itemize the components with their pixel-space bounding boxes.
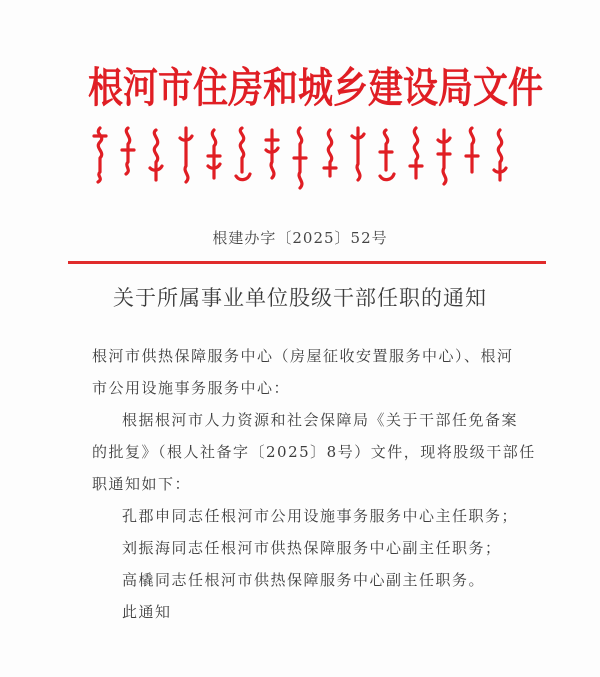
mongolian-script-title [86,122,526,192]
issuing-authority-title: 根河市住房和城乡建设局文件 [88,65,544,113]
notice-title: 关于所属事业单位股级干部任职的通知 [113,286,487,310]
red-separator-line [68,261,546,264]
appointment-line: 孔郡申同志任根河市公用设施事务服务中心主任职务； [122,507,519,525]
appointment-line: 刘振海同志任根河市供热保障服务中心副主任职务； [122,539,502,557]
addressee-line: 根河市供热保障服务中心（房屋征收安置服务中心）、根河 [92,347,514,365]
closing-line: 此通知 [122,603,172,621]
addressee-line: 市公用设施事务服务中心： [92,379,291,397]
body-paragraph-line: 的批复》（根人社备字〔2025〕8号）文件，现将股级干部任 [92,443,536,461]
document-number: 根建办字〔2025〕52号 [212,229,388,247]
body-paragraph-line: 职通知如下： [92,475,192,493]
body-paragraph-line: 根据根河市人力资源和社会保障局《关于干部任免备案 [122,411,519,429]
appointment-line: 高橇同志任根河市供热保障服务中心副主任职务。 [122,571,486,589]
